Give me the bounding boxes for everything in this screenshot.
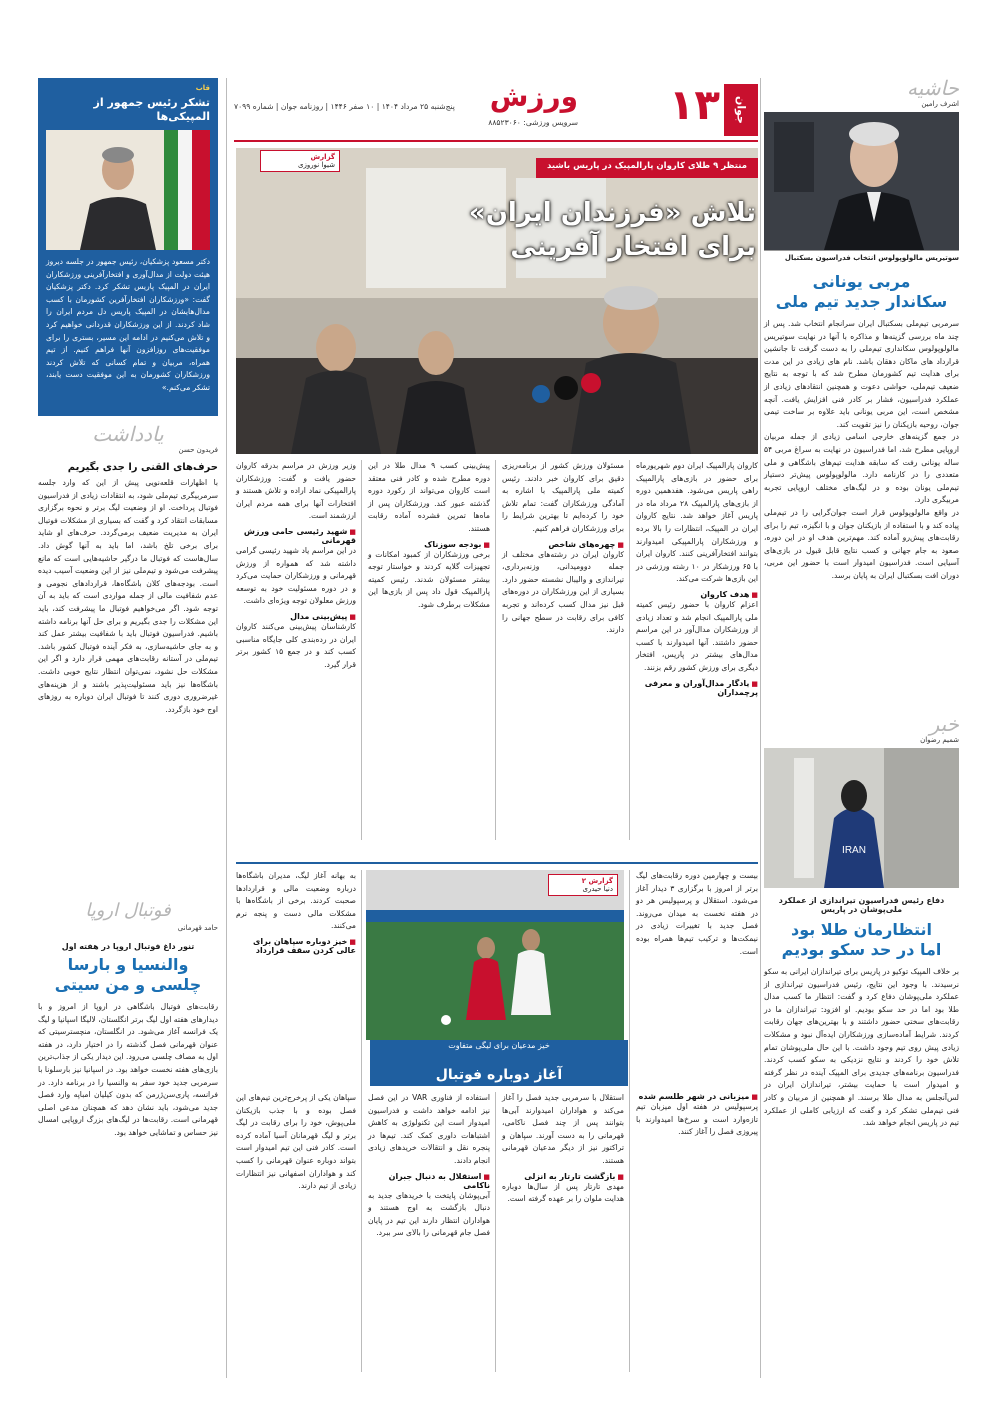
reporter-name-2: دنیا حیدری [582,885,613,893]
headline [764,920,959,960]
president-photo [46,130,210,250]
league-col-b [502,1092,624,1206]
dateline: پنج‌شنبه ۲۵ مرداد ۱۴۰۴ | ۱۰ صفر ۱۴۴۶ | روزنامه جوان | شماره ۷۰۹۹ [234,102,455,111]
europe-headline-2: چلسی و من سیتی [54,975,202,994]
report-label: گزارش [310,153,335,161]
main-photo [236,148,758,454]
col-1-sub: ■ هدف کاروان [636,590,758,599]
memo [38,422,218,892]
col-4-text-b: در این مراسم یاد شهید رئیسی گرامی داشته شد که همواره از ورزش قهرمانی و ورزشکاران حمایت می‌کرد و در دوره مسئولیت خود به توسعه ورزش معلولان توجه ویژه‌ای داشت. [236,545,356,606]
col-1-text-b: اعزام کاروان با حضور رئیس کمیته ملی پارالمپیک انجام شد و تعداد زیادی از ورزشکاران مدال‌آور در این مراسم حضور داشتند. آنها امیدوارند با کسب مدال‌های بیشتر در پاریس، افتخار دیگری برای ورزش کشور رقم بزنند. [636,599,758,672]
memo-body: با اظهارات قلعه‌نویی پیش از این که وارد جلسه سرمربیگری تیم‌ملی شود، به انتقادات زیادی از فدراسیون فوتبال پرداخت. او از وضعیت لیگ برتر و نحوه برگزاری مسابقات انتقاد کرد و گفت که بسیاری از مشکلات فوتبال ایران به مدیریت ضعیف برمی‌گردد. حرف‌های او شاید برای برخی تلخ باشد، اما باید به آنها گوش داد. سال‌هاست که فوتبال ما درگیر حاشیه‌هایی است که مانع پیشرفت می‌شود و تیم‌ملی نیز از این وضعیت آسیب دیده است. بودجه‌های کلان باشگاه‌ها، قراردادهای نجومی و عدم شفافیت مالی از جمله مواردی است که باید به آن توجه شود. اگر می‌خواهیم فوتبال ما پیشرفت کند، باید این مشکلات را جدی بگیریم و برای حل آنها برنامه داشته باشیم. فدراسیون فوتبال باید با شفافیت بیشتر عمل کند و به جای حاشیه‌سازی، به فکر آینده فوتبال کشور باشد. تیم‌ملی در آستانه رقابت‌های مهمی قرار دارد و اگر این مشکلات حل نشود، نمی‌توان انتظار نتایج خوبی داشت. باشگاه‌ها نیز باید مسئولیت‌پذیر باشند و از هزینه‌های غیرضروری دوری کنند تا فوتبال ایران دوباره به روزهای اوج خود بازگردد. [38,478,218,714]
body-3: در واقع مالولوپولوس قرار است جوان‌گرایی را در تیم‌ملی پیاده کند و با استفاده از بازیکنان جوان و با انگیزه، تیم را برای رقابت‌های پیش‌رو آماده کند. مهم‌ترین هدف او در این دوره، صعود به جام جهانی و کسب نتایج قابل قبول در بازی‌های آسیایی است. فدراسیون امیدوار است با حضور این مربی، دوران افت بسکتبال ایران به پایان برسد. [764,507,959,580]
league-col-b-sub: ■ بازگشت تارتار به انزلی [502,1172,624,1181]
memo-author: فریدون حسن [178,446,218,454]
league-col-a-text-2: پرسپولیس در هفته اول میزبان تیم تازه‌وارد است و سرخ‌ها امیدوارند با پیروزی فصل را آغاز کنند. [636,1102,758,1137]
section-title: ورزش [489,80,578,113]
col-2-text: مسئولان ورزش کشور از برنامه‌ریزی دقیق برای کاروان خبر دادند. رئیس کمیته ملی پارالمپیک با اشاره به آمادگی ورزشکاران گفت: تمام تلاش خود را کرده‌ایم تا بهترین شرایط را برای ورزشکاران فراهم کنیم. [502,461,624,533]
main-body [236,460,758,850]
author: اشرف رامین [921,100,959,108]
headline-line-2: سکاندار جدید تیم ملی [775,292,948,311]
col-3-sub: ■ بودجه سوزناک [368,540,490,549]
col-3-text-b: برخی ورزشکاران از کمبود امکانات و تجهیزات گلایه کردند و خواستار توجه بیشتر مسئولان شدند. رئیس کمیته پارالمپیک قول داد پس از بازی‌ها این مشکلات برطرف شود. [368,549,490,609]
league-col-a [636,1092,758,1139]
league-col-c-sub: ■ استقلال به دنبال جبران ناکامی [368,1172,490,1190]
league-col-c [368,1092,490,1240]
photo-caption: سوتیریس مالولوپولوس انتخاب فدراسیون بسکتبال [784,254,959,262]
shooting-news [764,712,959,1362]
league-col-a-text: بیست و چهارمین دوره رقابت‌های لیگ برتر از امروز با برگزاری ۳ دیدار آغاز می‌شود. استقلال و پرسپولیس هر دو در هفته نخست به میدان می‌روند. فصل جدید با تغییرات زیادی در نیمکت‌ها و ترکیب تیم‌ها همراه بوده است. [636,871,758,956]
coach-photo [764,112,959,250]
section-email: سرویس ورزشی: ۸۸۵۲۳۰۶۰ [488,118,578,127]
svg-text:IRAN: IRAN [842,845,866,856]
main-col-1 [636,460,758,697]
col-1-text: کاروان پارالمپیک ایران دوم شهریورماه برای حضور در بازی‌های پارالمپیک راهی پاریس می‌شود. هفدهمین دوره از بازی‌های پارالمپیک ۲۸ مرداد ماه در پاریس آغاز خواهد شد. نتایج کاروان ایران در المپیک، انتظارات را بالا برده و ورزشکاران پارالمپیکی امیدوارند بتوانند افتخارآفرینی کنند. کاروان ایران با ۶۵ ورزشکار در ۱۰ رشته ورزشی در این بازی‌ها شرکت می‌کند. [636,461,758,584]
league-headline: آغاز دوباره فوتبال [370,1064,628,1086]
headline-line-1: مربی یونانی [812,272,911,291]
book-label: قاب [195,84,210,92]
main-headline-2: برای افتخار آفرینی [510,232,756,262]
league-kicker: خیز مدعیان برای لیگی متفاوت [448,1041,550,1050]
page-number: ۱۳ [668,80,720,129]
main-col-2 [502,460,624,637]
col-4-text-c: کارشناسان پیش‌بینی می‌کنند کاروان ایران در رده‌بندی کلی جایگاه مناسبی کسب کند و در جمع ۱۵ کشور برتر قرار گیرد. [236,621,356,669]
league-col-c-text-2: آبی‌پوشان پایتخت با خریدهای جدید به دنبال بازگشت به اوج هستند و هواداران انتظار دارند این تیم در پایان فصل جام قهرمانی را بالای سر ببرد. [368,1190,490,1238]
europe-kicker: تنور داغ فوتبال اروپا در هفته اول [61,942,195,951]
memo-section: یادداشت [92,422,164,446]
kicker: دفاع رئیس فدراسیون تیراندازی از عملکرد ملی‌پوشان در پاریس [778,896,945,914]
body-1: سرمربی تیم‌ملی بسکتبال ایران سرانجام انتخاب شد. پس از چند ماه بررسی گزینه‌ها و مذاکره با آنها در نهایت سوتیریس مالولوپولوس سکانداری تیم‌ملی را به دست گرفت تا جانشین قرارداد های ماکان دهقان باشد. نام های زیادی در این مدت برای هدایت تیم کشورمان مطرح شد که با توجه به نتایج ضعیف تیم‌ملی، حواشی دعوت و همچنین انتقادهای زیادی از عملکرد فدراسیون، فشار بر کادر فنی افزایش یافت. آنچه مشخص است، این مربی یونانی باید علاوه بر ساخت تیمی جوان، روحیه بازیکنان را نیز تقویت کند. [764,319,959,429]
league-body-top [236,870,758,1020]
league-body [236,1092,758,1372]
europe-author: حامد قهرمانی [177,924,218,932]
headline [764,272,959,312]
headline-line-2: اما در حد سکو بودیم [781,940,942,959]
reporter-name: شیوا نوروزی [298,161,335,169]
league-col-b-text-2: مهدی تارتار پس از سال‌ها دوباره هدایت ملوان را بر عهده گرفته است. [502,1181,624,1204]
javan-logo: جوان [724,84,758,136]
col-4-sub-2: ■ پیش‌بینی مدال [236,612,356,621]
col-3-text: پیش‌بینی کسب ۹ مدال طلا در این دوره مطرح شده و کادر فنی معتقد است کاروان می‌تواند از رکورد دوره گذشته عبور کند. ورزشکاران پس از ماه‌ها تمرین فشرده آماده رقابت هستند. [368,461,490,533]
europe-section: فوتبال اروپا [85,900,171,921]
section-label: حاشیه [907,76,959,100]
europe-body: رقابت‌های فوتبال باشگاهی در اروپا از امروز و با دیدارهای هفته اول لیگ برتر انگلستان، لالیگا اسپانیا و لیگ یک فرانسه آغاز می‌شود. در انگلستان، منچسترسیتی که عنوان قهرمانی فصل گذشته را در اختیار دارد، در هفته اول به مصاف چلسی می‌رود. این دیدار یکی از جذاب‌ترین بازی‌های هفته نخست خواهد بود. در اسپانیا نیز بارسلونا با سرمربی جدید خود سفر به والنسیا را در برنامه دارد. در فرانسه، پاری‌سن‌ژرمن که بدون کیلیان امباپه وارد فصل جدید می‌شود، باید نشان دهد که همچنان مدعی اصلی قهرمانی است. رقابت‌ها در لیگ‌های بزرگ اروپایی امسال نیز حساس و تماشایی خواهد بود. [38,1002,218,1137]
league-col-b-text: استقلال با سرمربی جدید فصل را آغاز می‌کند و هواداران امیدوارند آبی‌ها بتوانند پس از چند فصل ناکامی، قهرمانی را به دست آورند. سپاهان و تراکتور نیز از دیگر مدعیان قهرمانی هستند. [502,1093,624,1165]
shooter-photo [764,748,959,888]
main-col-4 [236,460,356,671]
league-col-d-top [236,870,356,955]
report-label-2: گزارش ۲ [581,877,613,885]
book-headline: تشکر رئیس جمهور از المپیکی‌ها [93,96,210,123]
main-headline [440,196,756,264]
league-col-d-text-2: سپاهان یکی از پرخرج‌ترین تیم‌های این فصل بوده و با جذب بازیکنان ملی‌پوش، خود را برای رقابت در لیگ برتر و لیگ قهرمانان آسیا آماده کرده است. کادر فنی این تیم امیدوار است بتواند دوباره عنوان قهرمانی را کسب کند و هواداران اصفهانی نیز انتظارات زیادی از تیم دارند. [236,1093,356,1191]
league-banner [370,1040,628,1083]
league-col-c-text: استفاده از فناوری VAR در این فصل نیز ادامه خواهد داشت و فدراسیون امیدوار است این تکنولوژی به کاهش اشتباهات داوری کمک کند. تیم‌ها در پنجره نقل و انتقالات خریدهای زیادی انجام دادند. [368,1093,491,1165]
author: شمیم رضوان [920,736,959,744]
headline-line-1: انتظارمان طلا بود [790,920,932,939]
europe-football [38,900,218,1370]
report-tag [260,150,340,172]
league-col-a-sub: ■ میزبانی در شهر طلسم شده [636,1092,758,1101]
section-label: خبر [929,712,959,736]
league-col-d [236,1092,356,1193]
book-body: دکتر مسعود پزشکیان، رئیس جمهور در جلسه دیروز هیئت دولت از مدال‌آوری و افتخارآفرینی ورزشکاران ایران در المپیک پاریس تشکر کرد. دکتر پزشکیان گفت: «ورزشکاران افتخارآفرین کشورمان با کسب مدال‌هایشان در المپیک پاریس دل مردم ایران را شاد کردند. از این ورزشکاران قدردانی خواهیم کرد و تلاش می‌کنیم در ادامه این مسیر، بستری را برای موفقیت‌های روزافزون آنها فراهم کنیم. از تیم همراه، مربیان و تمام کسانی که تلاش کردند ورزشکاران کشورمان به این موفقیت دست یابند، تشکر می‌کنم.» [46,257,210,392]
col-2-text-b: کاروان ایران در رشته‌های مختلف از جمله دوومیدانی، وزنه‌برداری، تیراندازی و والیبال نشسته حضور دارد. بسیاری از این ورزشکاران در دوره‌های قبل نیز مدال کسب کرده‌اند و تجربه کافی برای رقابت در سطح جهانی را دارند. [502,549,624,635]
main-headline-1: تلاش «فرزندان ایران» [468,198,756,228]
main-kicker: منتظر ۹ طلای کاروان پارالمپیک در پاریس باشید [536,158,758,178]
right-column [764,76,959,656]
col-2-sub: ■ چهره‌های شاخص [502,540,624,549]
memo-headline: حرف‌های القنی را جدی بگیریم [67,462,218,473]
masthead [234,80,758,142]
col-4-text: وزیر ورزش در مراسم بدرقه کاروان حضور یافت و گفت: ورزشکاران پارالمپیکی نماد اراده و تلاش هستند و افتخارات آنها برای همه مردم ایران ارزشمند است. [236,461,356,521]
league-col-d-sub: ■ خیز دوباره سپاهان برای عالی کردن سقف قرارداد [236,937,356,955]
league-col-d-text: به بهانه آغاز لیگ، مدیران باشگاه‌ها درباره وضعیت مالی و قراردادها صحبت کردند. برخی از باشگاه‌ها با مشکلات مالی دست و پنجه نرم می‌کنند. [236,871,356,931]
col-4-sub: ■ شهید رئیسی حامی ورزش قهرمانی [236,527,356,545]
book-box [38,78,218,416]
col-1-sub-2: ■ یادگار مدال‌آوران و معرفی پرچمداران [636,679,758,697]
body-2: در جمع گزینه‌های خارجی اسامی زیادی از جمله مربیان اروپایی مطرح شد، اما فدراسیون در نهایت به سراغ مربی ۵۴ ساله یونانی رفت که سابقه هدایت تیم‌های باشگاهی و ملی متعددی را در کارنامه دارد. مالولوپولوس پیش‌تر دستیار تیم‌ملی یونان بوده و در لیگ‌های مختلف اروپایی تجربه مربیگری دارد. [764,432,959,505]
body: بر خلاف المپیک توکیو در پاریس برای تیراندازان ایرانی به سکو نرسیدند. با وجود این نتایج، رئیس فدراسیون تیراندازی از عملکرد ملی‌پوشان دفاع کرد و گفت: انتظار ما کسب مدال طلا بود اما در حد سکو بودیم. او افزود: تیراندازان ما در رقابت‌های سختی حضور داشتند و با بهترین‌های جهان رقابت کردند. شرایط آماده‌سازی ورزشکاران ایده‌آل نبود و مشکلات زیادی پیش روی تیم وجود داشت. با این حال ملی‌پوشان تمام تلاش خود را کردند و نتایج نزدیکی به سکو کسب کردند. فدراسیون برنامه‌های جدیدی برای المپیک آینده در نظر گرفته و امیدوار است با حمایت بیشتر، تیراندازان ایران در لس‌آنجلس به مدال طلا برسند. او همچنین از مربیان و کادر فنی تیم‌ملی تشکر کرد و گفت که ارزیابی کاملی از عملکرد تیم در پاریس انجام خواهد شد. [764,967,959,1128]
main-col-3 [368,460,490,612]
europe-headline [38,955,218,995]
league-col-a-top [636,870,758,958]
europe-headline-1: والنسیا و بارسا [67,955,189,974]
report-tag-2 [548,874,618,896]
